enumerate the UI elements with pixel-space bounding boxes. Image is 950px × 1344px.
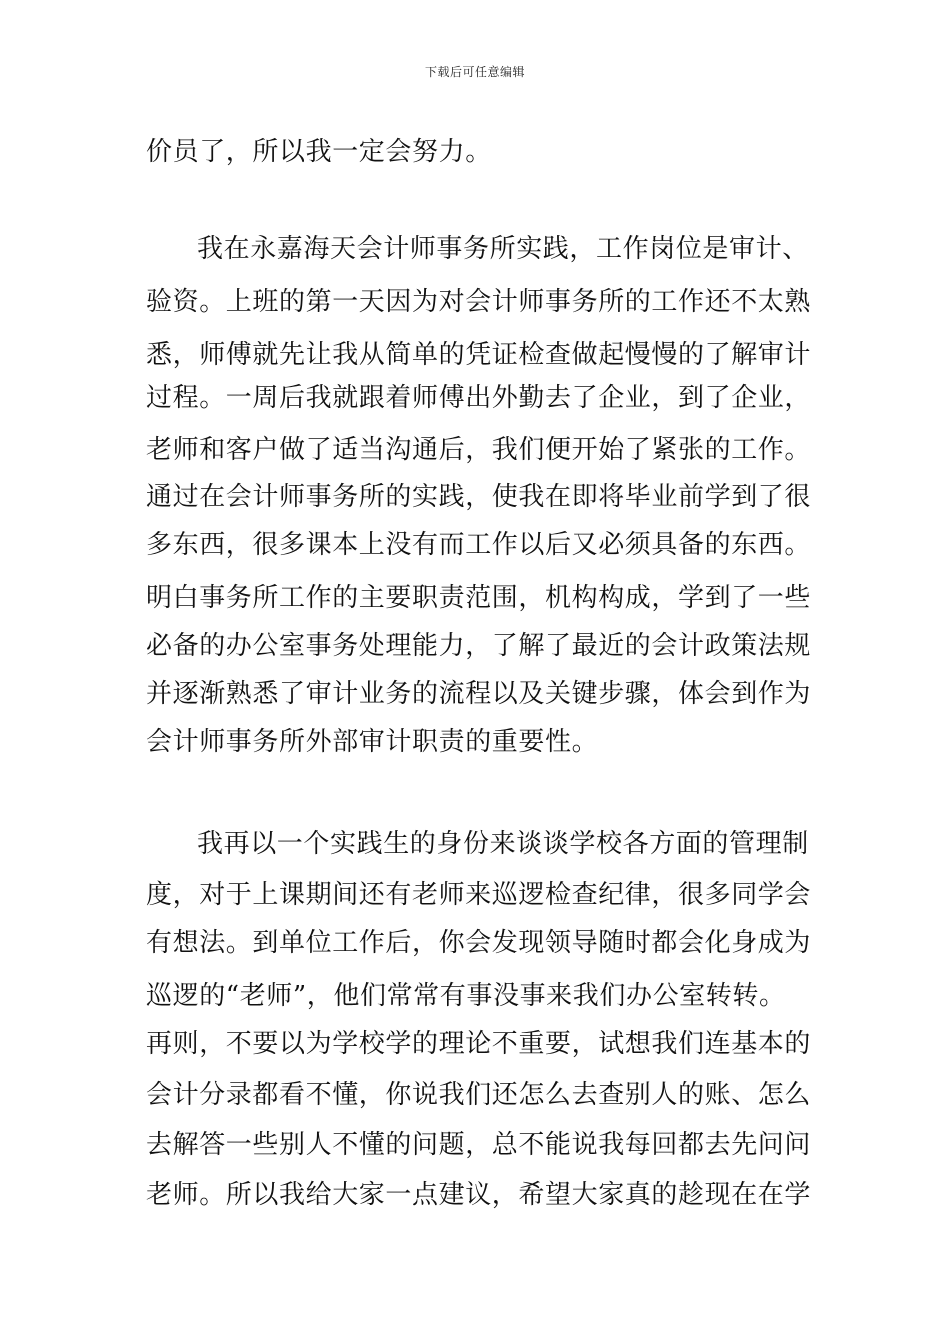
text-line: 明白事务所工作的主要职责范围，机构构成，学到了一些	[146, 583, 812, 613]
text-line: 会计分录都看不懂，你说我们还怎么去查别人的账、怎么	[146, 1080, 812, 1110]
text-line: 价员了，所以我一定会努力。	[146, 137, 492, 167]
text-line: 验资。上班的第一天因为对会计师事务所的工作还不太熟	[146, 287, 812, 317]
text-line: 我在永嘉海天会计师事务所实践，工作岗位是审计、	[197, 234, 809, 264]
text-line: 老师。所以我给大家一点建议，希望大家真的趁现在在学	[146, 1180, 812, 1210]
text-line: 去解答一些别人不懂的问题，总不能说我每回都去先问问	[146, 1130, 812, 1160]
text-line: 会计师事务所外部审计职责的重要性。	[146, 727, 599, 757]
text-line: 过程。一周后我就跟着师傅出外勤去了企业，到了企业，	[146, 383, 812, 413]
text-line: 我再以一个实践生的身份来谈谈学校各方面的管理制	[197, 829, 809, 859]
page-header: 下载后可任意编辑	[424, 65, 525, 79]
text-line: 并逐渐熟悉了审计业务的流程以及关键步骤，体会到作为	[146, 679, 812, 709]
text-line: 多东西，很多课本上没有而工作以后又必须具备的东西。	[146, 530, 812, 560]
text-line: 必备的办公室事务处理能力，了解了最近的会计政策法规	[146, 631, 812, 661]
text-line: 通过在会计师事务所的实践，使我在即将毕业前学到了很	[146, 482, 812, 512]
text-line: 度，对于上课期间还有老师来巡逻检查纪律，很多同学会	[146, 880, 812, 910]
text-line: 再则，不要以为学校学的理论不重要，试想我们连基本的	[146, 1029, 812, 1059]
text-line: 悉，师傅就先让我从简单的凭证检查做起慢慢的了解审计	[146, 340, 812, 370]
text-line: 有想法。到单位工作后，你会发现领导随时都会化身成为	[146, 928, 812, 958]
text-line: 老师和客户做了适当沟通后，我们便开始了紧张的工作。	[146, 435, 812, 465]
text-line: 巡逻的“老师”，他们常常有事没事来我们办公室转转。	[146, 981, 786, 1011]
